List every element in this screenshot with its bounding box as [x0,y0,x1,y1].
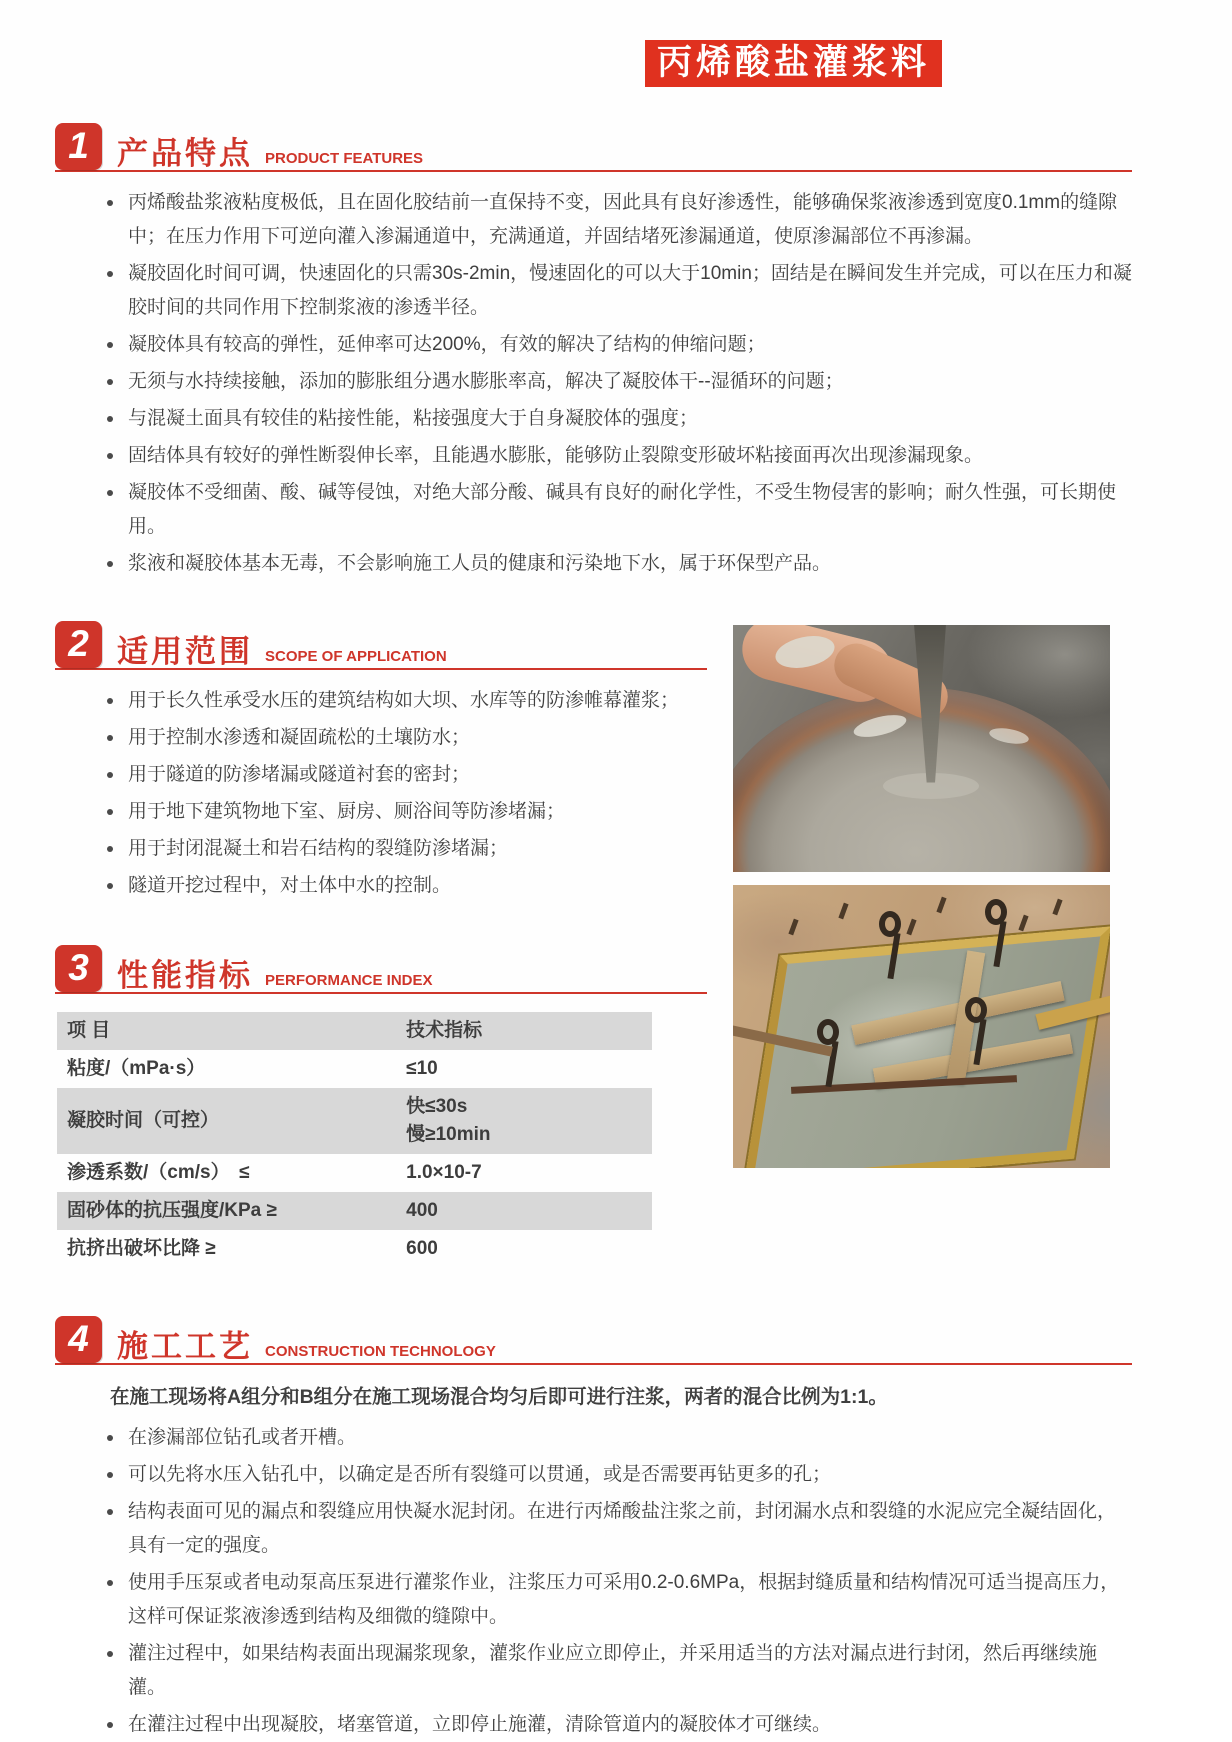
table-cell: 400 [406,1199,438,1221]
list-item: 浆液和凝胶体基本无毒，不会影响施工人员的健康和污染地下水，属于环保型产品。 [55,547,1132,581]
table-row [57,1050,652,1088]
peg [906,918,916,935]
table-cell: 快≤30s 慢≥10min [406,1095,491,1145]
section-3-title: 性能指标 [117,957,253,993]
section-1-title: 产品特点 [117,135,253,171]
section-4-header [55,1316,1132,1365]
list-item: 用于控制水渗透和凝固疏松的土壤防水； [55,721,707,755]
table-cell: 固砂体的抗压强度/KPa ≥ [67,1199,277,1221]
rebar-hook [965,997,987,1065]
list-item: 可以先将水压入钻孔中，以确定是否所有裂缝可以贯通，或是否需要再钻更多的孔； [55,1458,1132,1492]
table-cell: 抗挤出破坏比降 ≥ [67,1237,216,1259]
list-item: 凝胶固化时间可调，快速固化的只需30s-2min，慢速固化的可以大于10min；固结是在瞬间发生并完成，可以在压力和凝胶时间的共同作用下控制浆液的渗透半径。 [55,257,1132,325]
section-2-title: 适用范围 [117,633,253,669]
list-item: 使用手压泵或者电动泵高压泵进行灌浆作业，注浆压力可采用0.2-0.6MPa，根据封缝质量和结构情况可适当提高压力，这样可保证浆液渗透到结构及细微的缝隙中。 [55,1566,1132,1634]
construction-steps-list [55,1421,1132,1742]
section-1-number: 1 [55,123,102,170]
section-product-features [55,123,1132,581]
section-3-header [55,945,707,994]
list-item: 丙烯酸盐浆液粘度极低，且在固化胶结前一直保持不变，因此具有良好渗透性，能够确保浆液渗透到宽度0.1mm的缝隙中；在压力作用下可逆向灌入渗漏通道中，充满通道，并固结堵死渗漏通道，使原渗漏部位不再渗漏。 [55,186,1132,254]
table-row [57,1192,652,1230]
table-row [57,1230,652,1268]
section-scope-of-application [55,621,707,903]
section-1-header [55,123,1132,172]
section-3-subtitle: PERFORMANCE INDEX [265,971,433,989]
section-4-title: 施工工艺 [117,1328,253,1364]
table-cell: ≤10 [406,1057,438,1079]
table-header-value: 技术指标 [406,1019,483,1041]
section-3-number: 3 [55,945,102,992]
peg [788,918,798,935]
application-list [55,684,707,903]
rebar-hook [879,911,901,979]
grout-mixing-photo [733,625,1110,872]
list-item: 在灌注过程中出现凝胶，堵塞管道，立即停止施灌，清除管道内的凝胶体才可继续。 [55,1708,1132,1742]
table-cell: 600 [406,1237,438,1259]
middle-right-column [733,621,1110,1268]
list-item: 用于隧道的防渗堵漏或隧道衬套的密封； [55,758,707,792]
middle-zone [55,621,1132,1268]
peg [1052,898,1062,915]
middle-left-column [55,621,707,1268]
banner-row [55,40,1132,87]
peg [936,896,946,913]
product-title-banner: 丙烯酸盐灌浆料 [645,40,942,87]
table-row [57,1088,652,1154]
section-construction-technology [55,1316,1132,1742]
list-item: 无须与水持续接触，添加的膨胀组分遇水膨胀率高，解决了凝胶体干--湿循环的问题； [55,365,1132,399]
table-row [57,1154,652,1192]
section-2-header [55,621,707,670]
list-item: 凝胶体不受细菌、酸、碱等侵蚀，对绝大部分酸、碱具有良好的耐化学性，不受生物侵害的影响；耐久性强，可长期使用。 [55,476,1132,544]
product-features-list [55,186,1132,581]
list-item: 凝胶体具有较高的弹性，延伸率可达200%，有效的解决了结构的伸缩问题； [55,328,1132,362]
rebar-hook [985,899,1007,967]
list-item: 隧道开挖过程中，对土体中水的控制。 [55,869,707,903]
section-performance-index [55,945,707,1268]
section-2-subtitle: SCOPE OF APPLICATION [265,647,447,665]
table-cell: 1.0×10-7 [406,1161,482,1183]
section-2-number: 2 [55,621,102,668]
list-item: 固结体具有较好的弹性断裂伸长率，且能遇水膨胀，能够防止裂隙变形破坏粘接面再次出现渗漏现象。 [55,439,1132,473]
peg [1018,914,1028,931]
list-item: 结构表面可见的漏点和裂缝应用快凝水泥封闭。在进行丙烯酸盐注浆之前，封闭漏水点和裂缝的水泥应完全凝结固化，具有一定的强度。 [55,1495,1132,1563]
section-4-subtitle: CONSTRUCTION TECHNOLOGY [265,1342,496,1360]
peg [838,902,848,919]
performance-table [57,1012,652,1268]
table-cell: 粘度/（mPa·s） [67,1057,206,1079]
table-cell: 凝胶时间（可控） [67,1109,220,1131]
list-item: 用于封闭混凝土和岩石结构的裂缝防渗堵漏； [55,832,707,866]
list-item: 在渗漏部位钻孔或者开槽。 [55,1421,1132,1455]
formwork-pouring-photo [733,885,1110,1168]
mixing-ratio-intro: 在施工现场将A组分和B组分在施工现场混合均匀后即可进行注浆，两者的混合比例为1:1。 [110,1385,888,1408]
section-1-subtitle: PRODUCT FEATURES [265,149,424,167]
list-item: 与混凝土面具有较佳的粘接性能，粘接强度大于自身凝胶体的强度； [55,402,1132,436]
section-4-number: 4 [55,1316,102,1363]
list-item: 用于长久性承受水压的建筑结构如大坝、水库等的防渗帷幕灌浆； [55,684,707,718]
list-item: 灌注过程中，如果结构表面出现漏浆现象，灌浆作业应立即停止，并采用适当的方法对漏点进行封闭，然后再继续施灌。 [55,1637,1132,1705]
table-cell: 渗透系数/（cm/s） ≤ [67,1161,250,1183]
table-header-row [57,1012,652,1050]
table-header-item: 项 目 [67,1019,111,1041]
list-item: 用于地下建筑物地下室、厨房、厕浴间等防渗堵漏； [55,795,707,829]
